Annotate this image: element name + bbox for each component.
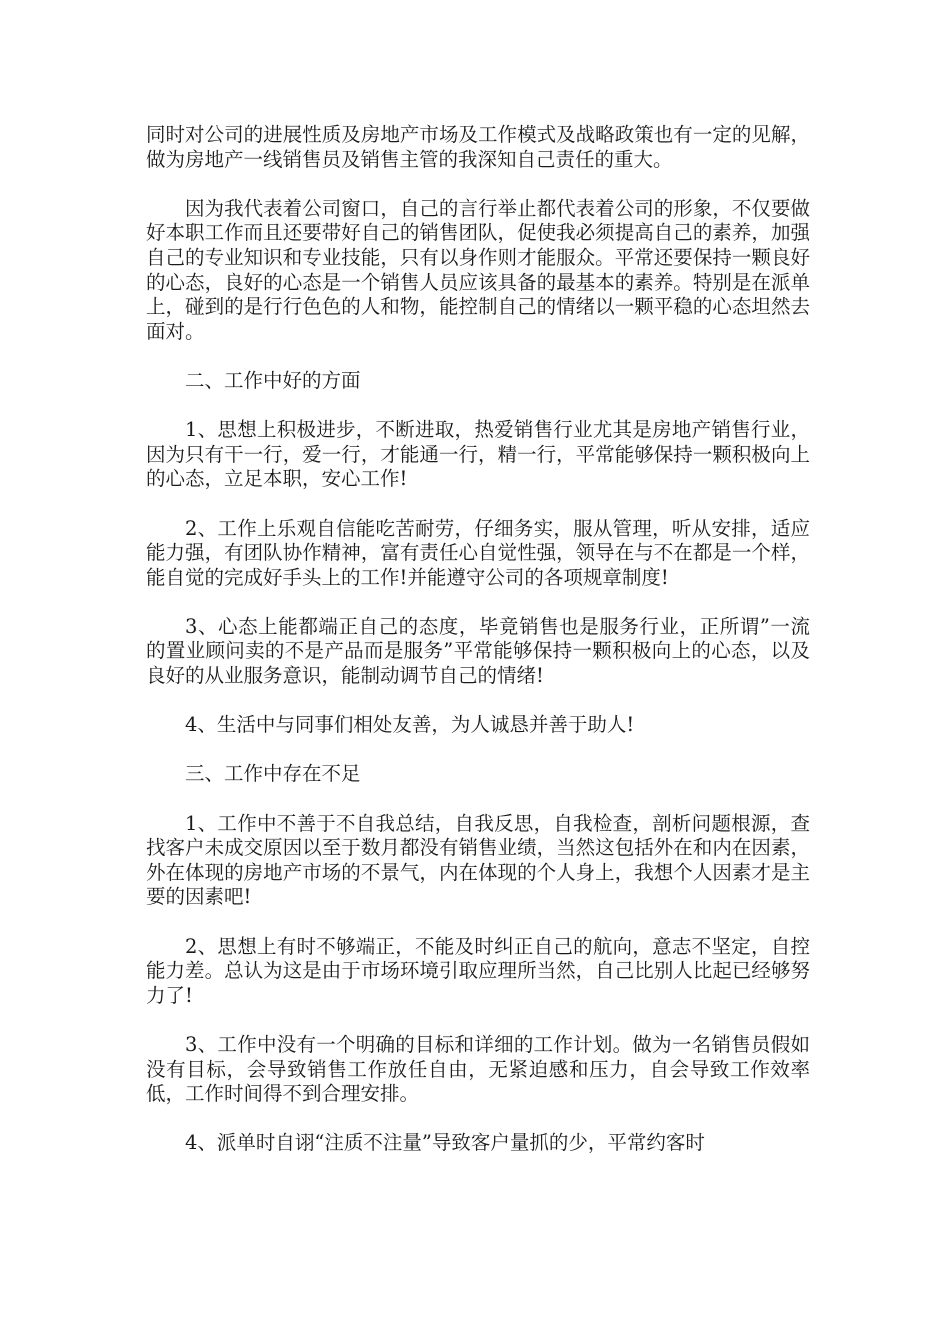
strength-item-1: 1、思想上积极进步，不断进取，热爱销售行业尤其是房地产销售行业，因为只有干一行，爱一行，才能通一行，精一行，平常能够保持一颗积极向上的心态，立足本职，安心工作!	[146, 418, 810, 491]
strength-item-4: 4、生活中与同事们相处友善，为人诚恳并善于助人!	[185, 713, 635, 737]
shortcoming-item-2: 2、思想上有时不够端正，不能及时纠正自己的航向，意志不坚定，自控能力差。总认为这是由于市场环境引取应理所当然，自己比别人比起已经够努力了!	[146, 934, 810, 1007]
strength-item-3: 3、心态上能都端正自己的态度，毕竟销售也是服务行业，正所谓”一流的置业顾问卖的不是产品而是服务”平常能够保持一颗积极向上的心态，以及良好的从业服务意识，能制动调节自己的情绪!	[146, 614, 810, 688]
document-body	[146, 123, 810, 1156]
paragraph-company-image: 因为我代表着公司窗口，自己的言行举止都代表着公司的形象，不仅要做好本职工作而且还要带好自己的销售团队，促使我必须提高自己的素养，加强自己的专业知识和专业技能，只有以身作则才能服众。平常还要保持一颗良好的心态，良好的心态是一个销售人员应该具备的最基本的素养。特别是在派单上，碰到的是行行色色的人和物，能控制自己的情绪以一颗平稳的心态坦然去面对。	[146, 196, 810, 343]
shortcoming-item-3: 3、工作中没有一个明确的目标和详细的工作计划。做为一名销售员假如没有目标，会导致销售工作放任自由，无紧迫感和压力，自会导致工作效率低，工作时间得不到合理安排。	[146, 1032, 810, 1106]
paragraph-intro-continuation: 同时对公司的进展性质及房地产市场及工作模式及战略政策也有一定的见解，做为房地产一线销售员及销售主管的我深知自己责任的重大。	[146, 123, 810, 171]
section-heading-strengths: 二、工作中好的方面	[185, 368, 361, 392]
shortcoming-item-4: 4、派单时自诩“注质不注量”导致客户量抓的少，平常约客时	[185, 1131, 705, 1155]
section-heading-shortcomings: 三、工作中存在不足	[185, 762, 361, 786]
strength-item-2: 2、工作上乐观自信能吃苦耐劳，仔细务实，服从管理，听从安排，适应能力强，有团队协作精神，富有责任心自觉性强，领导在与不在都是一个样，能自觉的完成好手头上的工作!并能遵守公司的各项规章制度!	[146, 516, 810, 589]
shortcoming-item-1: 1、工作中不善于不自我总结，自我反思，自我检查，剖析问题根源，查找客户未成交原因以至于数月都没有销售业绩，当然这包括外在和内在因素，外在体现的房地产市场的不景气，内在体现的个人身上，我想个人因素才是主要的因素吧!	[146, 811, 810, 909]
